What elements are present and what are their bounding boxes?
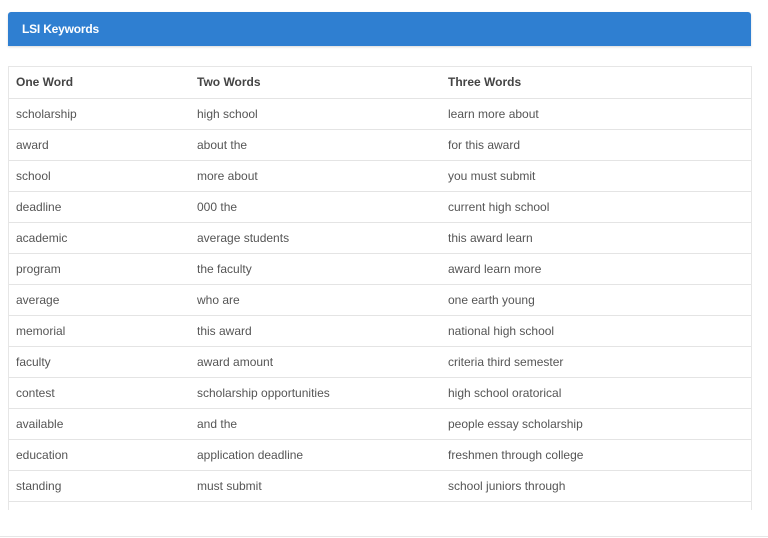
table-cell-three-words: school juniors through: [441, 470, 751, 501]
table-cell-three-words: learn more about: [441, 98, 751, 129]
table-cell-one-word: scholarship: [9, 98, 190, 129]
table-cell-one-word: average: [9, 284, 190, 315]
keywords-table-container[interactable]: [8, 66, 752, 510]
table-cell-two-words: who are: [190, 284, 441, 315]
table-cell-one-word: award: [9, 129, 190, 160]
panel-header: [8, 12, 751, 46]
footer-divider: [0, 536, 768, 537]
table-cell-two-words: 000 the: [190, 191, 441, 222]
table-cell-two-words: scholarship opportunities: [190, 377, 441, 408]
table-cell-two-words: must submit: [190, 470, 441, 501]
table-cell-three-words: people essay scholarship: [441, 408, 751, 439]
table-cell-three-words: for this award: [441, 129, 751, 160]
table-row: [9, 129, 751, 160]
table-row: [9, 191, 751, 222]
table-row: [9, 253, 751, 284]
table-cell-one-word: faculty: [9, 346, 190, 377]
table-header-row: [9, 67, 751, 98]
table-cell-two-words: this award: [190, 315, 441, 346]
table-row: [9, 346, 751, 377]
table-cell-two-words: the faculty: [190, 253, 441, 284]
table-row: [9, 222, 751, 253]
table-row: [9, 408, 751, 439]
table-cell-one-word: memorial: [9, 315, 190, 346]
table-cell-two-words: more about: [190, 160, 441, 191]
table-cell-three-words: award learn more: [441, 253, 751, 284]
column-header-one-word: One Word: [9, 67, 190, 98]
table-cell-three-words: you must submit: [441, 160, 751, 191]
table-cell-two-words: application deadline: [190, 439, 441, 470]
table-cell-three-words: one earth young: [441, 284, 751, 315]
table-cell-one-word: school: [9, 160, 190, 191]
table-row: [9, 98, 751, 129]
table-cell-three-words: national high school: [441, 315, 751, 346]
table-cell-one-word: contest: [9, 377, 190, 408]
table-row: [9, 160, 751, 191]
table-cell-three-words: high school oratorical: [441, 377, 751, 408]
table-cell-two-words: and the: [190, 408, 441, 439]
table-cell-one-word: available: [9, 408, 190, 439]
table-row: [9, 439, 751, 470]
table-row: [9, 377, 751, 408]
panel-title: LSI Keywords: [22, 22, 99, 36]
table-row: [9, 315, 751, 346]
keywords-table: [9, 67, 751, 502]
table-cell-two-words: award amount: [190, 346, 441, 377]
table-cell-three-words: criteria third semester: [441, 346, 751, 377]
table-cell-one-word: deadline: [9, 191, 190, 222]
table-row: [9, 284, 751, 315]
table-cell-three-words: freshmen through college: [441, 439, 751, 470]
table-cell-three-words: this award learn: [441, 222, 751, 253]
column-header-two-words: Two Words: [190, 67, 441, 98]
table-cell-one-word: education: [9, 439, 190, 470]
table-cell-two-words: average students: [190, 222, 441, 253]
table-cell-one-word: program: [9, 253, 190, 284]
column-header-three-words: Three Words: [441, 67, 751, 98]
table-cell-three-words: current high school: [441, 191, 751, 222]
table-cell-two-words: about the: [190, 129, 441, 160]
table-row: [9, 470, 751, 501]
table-cell-one-word: standing: [9, 470, 190, 501]
table-cell-one-word: academic: [9, 222, 190, 253]
table-cell-two-words: high school: [190, 98, 441, 129]
